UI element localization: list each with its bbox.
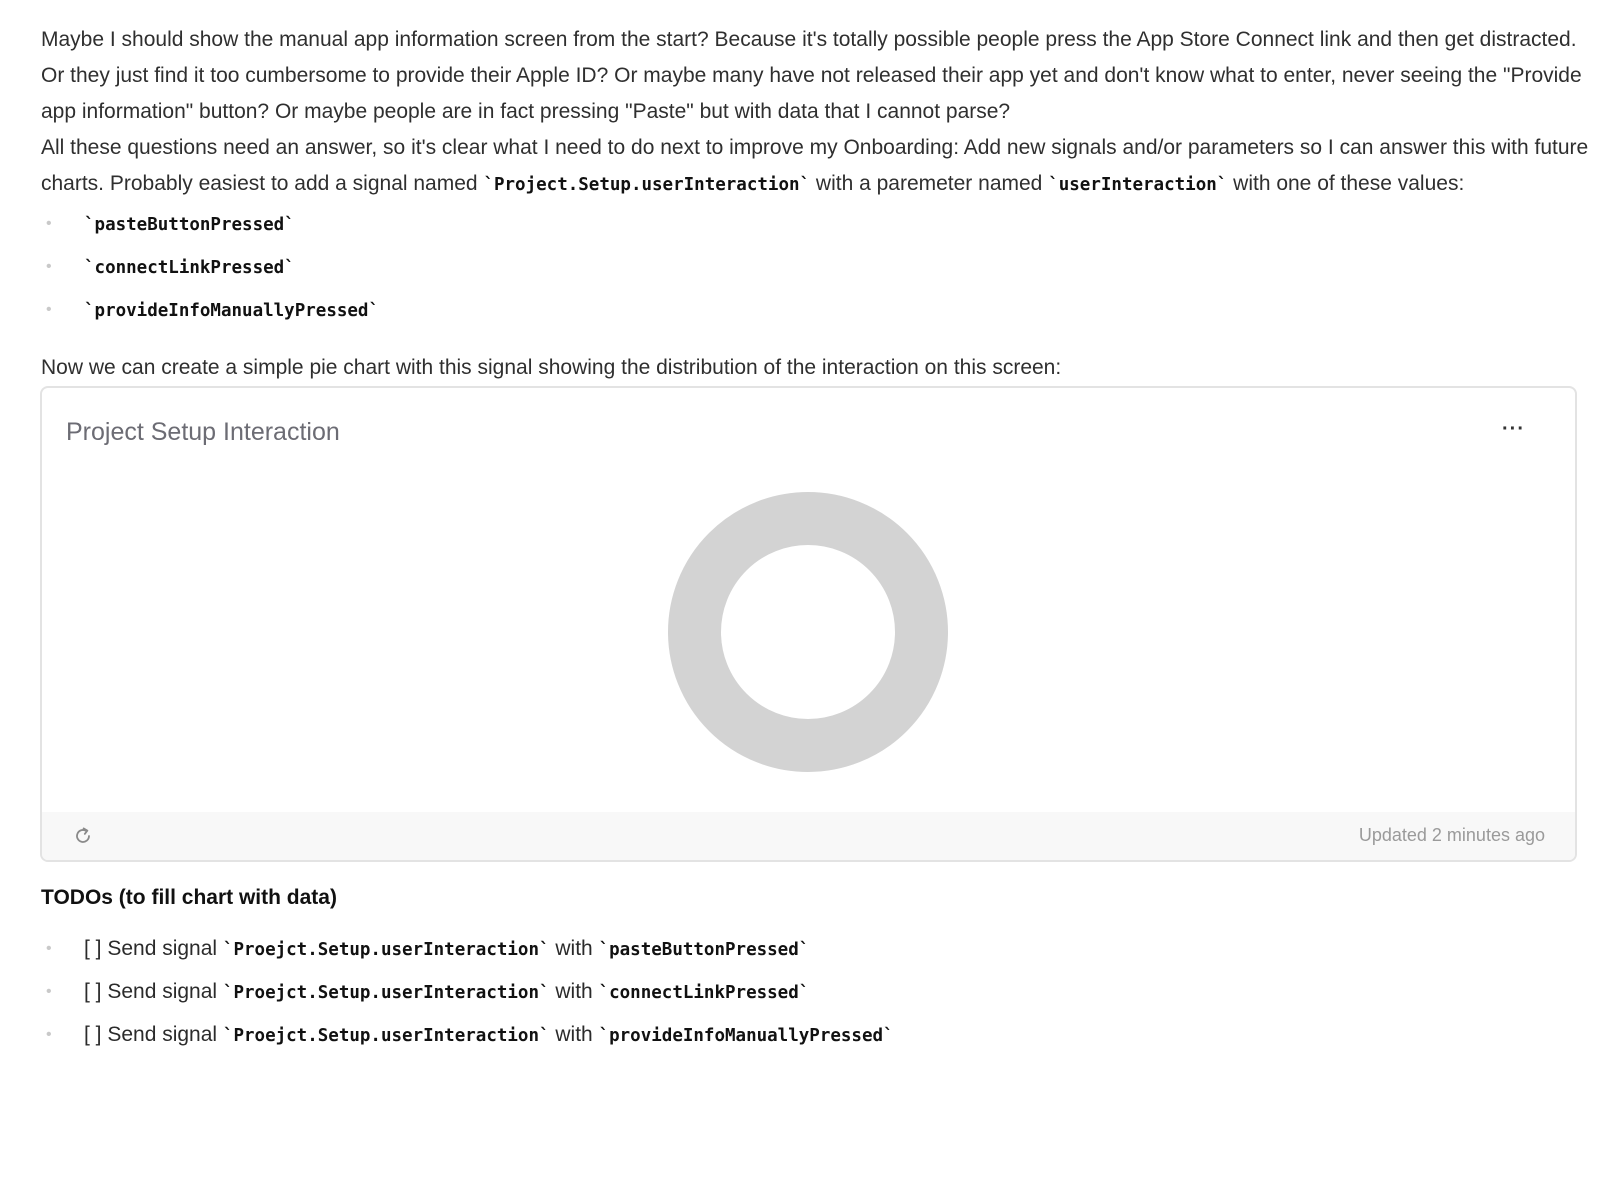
more-options-icon[interactable]: ··· [1502,418,1525,440]
bullet-icon: • [46,301,52,318]
bullet-icon: • [46,983,52,1000]
parameter-name-code: `userInteraction` [1048,175,1228,195]
pie-chart [663,487,953,777]
paragraph-questions-text-a: All these questions need an answer, so it's clear what I need to do next to improve my Onboarding: Add new signals and/or parameters so I can answer this with future charts. Probably easiest to add a signal named [41,136,1589,195]
todo-prefix: [ ] Send signal [84,1023,223,1046]
value-code: `pasteButtonPressed` [84,215,295,235]
paragraph-questions-text-b: with a paremeter named [810,172,1049,195]
bullet-icon: • [46,940,52,957]
todo-signal-code: `Proejct.Setup.userInteraction` [222,940,550,960]
pie-chart-svg [663,487,953,777]
bullet-icon: • [46,258,52,275]
paragraph-questions-text-c: with one of these values: [1227,172,1465,195]
todo-value-code: `connectLinkPressed` [598,983,810,1003]
updated-timestamp: Updated 2 minutes ago [1358,825,1545,845]
list-item [41,289,1591,332]
paragraph-intro: Maybe I should show the manual app information screen from the start? Because it's totally possible people press the App Store Connect link and then get distracted. Or they just find it too cumbersome to provide their Apple ID? Or maybe many have not released their app yet and don't know what to enter, never seeing the "Provide app information" button? Or maybe people are in fact pressing "Paste" but with data that I cannot parse? [41,28,1582,123]
chart-card [40,386,1577,862]
todo-mid: with [549,1023,599,1046]
todo-item [41,971,1591,1014]
todo-value-code: `pasteButtonPressed` [598,940,810,960]
pie-empty-ring [695,519,922,746]
chart-card-footer [42,812,1575,860]
bullet-icon: • [46,215,52,232]
refresh-icon[interactable] [72,825,94,847]
todo-item [41,928,1591,971]
value-code: `provideInfoManuallyPressed` [84,301,380,321]
todo-mid: with [549,937,599,960]
todo-prefix: [ ] Send signal [84,937,223,960]
todo-item [41,1014,1591,1057]
list-item [41,203,1591,246]
todo-signal-code: `Proejct.Setup.userInteraction` [222,983,550,1003]
todo-prefix: [ ] Send signal [84,980,223,1003]
value-code: `connectLinkPressed` [84,258,295,278]
todo-signal-code: `Proejct.Setup.userInteraction` [222,1026,550,1046]
chart-title: Project Setup Interaction [66,418,340,446]
document-body [41,22,1591,1057]
todo-list [41,928,1591,1057]
paragraph-questions [41,130,1591,203]
list-item [41,246,1591,289]
todo-heading: TODOs (to fill chart with data) [41,886,337,909]
todo-mid: with [549,980,599,1003]
parameter-values-list [41,203,1591,332]
signal-name-code: `Project.Setup.userInteraction` [483,175,811,195]
todo-value-code: `provideInfoManuallyPressed` [598,1026,894,1046]
bullet-icon: • [46,1026,52,1043]
paragraph-chart-intro: Now we can create a simple pie chart with this signal showing the distribution of the interaction on this screen: [41,356,1062,379]
